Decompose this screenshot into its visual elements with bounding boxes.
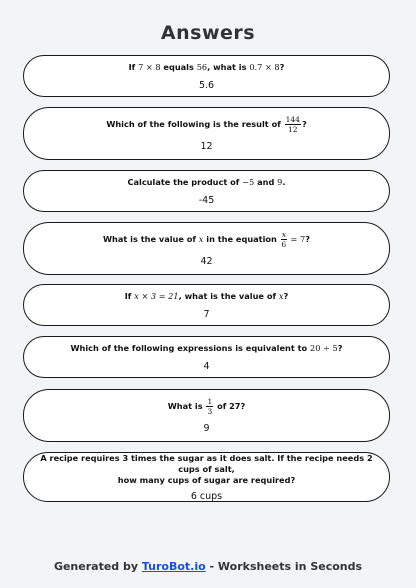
answer-text: 4	[203, 360, 210, 372]
answer-text: 42	[200, 256, 213, 267]
answer-card-2	[23, 107, 390, 160]
question-text: A recipe requires 3 times the sugar as it does salt. If the recipe needs 2 cups of salt, how many cups of sugar are required?	[40, 452, 373, 485]
answer-card-3	[23, 170, 390, 212]
fraction: $\frac{144}{12}$	[285, 115, 300, 134]
answer-text: 7	[203, 308, 210, 320]
question-text: If x × 3 = 21, what is the value of x?	[124, 290, 289, 301]
question-text: What is the value of x in the equation $\frac{x}{6}$ = 7?	[103, 230, 310, 249]
answer-card-8	[23, 452, 390, 502]
fraction: $\frac{x}{6}$	[281, 230, 287, 249]
answer-text: 9	[203, 423, 210, 434]
answer-text: 12	[200, 141, 213, 152]
question-text: Which of the following is the result of $\frac{144}{12}$ ?	[106, 115, 307, 134]
answer-card-1	[23, 55, 390, 97]
question-text: Which of the following expressions is equivalent to 20 ÷ 5?	[70, 342, 343, 353]
page-title: Answers	[160, 22, 256, 44]
answer-card-6	[23, 336, 390, 378]
question-text: What is $\frac{1}{3}$ of 27?	[167, 397, 246, 416]
fraction: $\frac{1}{3}$	[207, 397, 213, 416]
answer-card-5	[23, 284, 390, 326]
question-text: Calculate the product of −5 and 9.	[127, 176, 286, 187]
answer-card-7	[23, 389, 390, 442]
answer-text: -45	[198, 194, 215, 206]
question-text: If 7 × 8 equals 56, what is 0.7 × 8?	[128, 61, 285, 72]
turobot-link[interactable]: TuroBot.io	[141, 560, 206, 573]
answer-text: 5.6	[198, 79, 215, 91]
footer: Generated by TuroBot.io - Worksheets in Seconds	[53, 560, 363, 573]
answer-text: 6 cups	[190, 490, 223, 502]
answer-card-4	[23, 222, 390, 275]
